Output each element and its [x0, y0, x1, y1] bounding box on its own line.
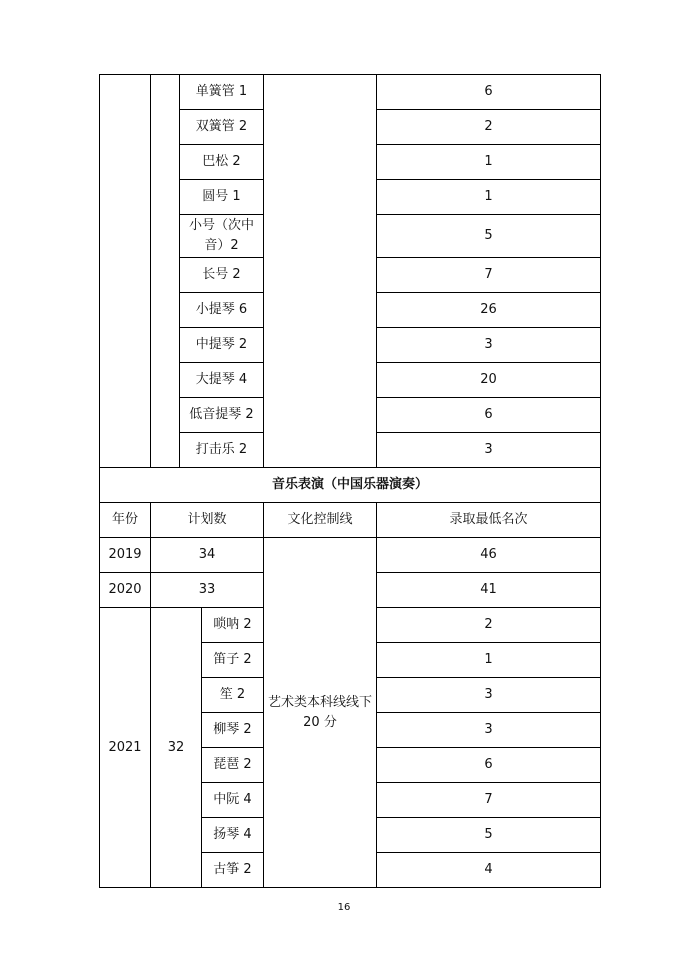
- instrument-cell: 唢呐 2: [202, 608, 264, 643]
- rank-cell: 3: [377, 433, 601, 468]
- plan-cell: 34: [151, 538, 264, 573]
- header-row: [100, 503, 601, 538]
- instrument-cell: 圆号 1: [180, 180, 264, 215]
- header-plan: 计划数: [151, 503, 264, 538]
- section-title: 音乐表演（中国乐器演奏）: [100, 468, 601, 503]
- rank-cell: 3: [377, 713, 601, 748]
- rank-cell: 2: [377, 110, 601, 145]
- instrument-cell: 大提琴 4: [180, 363, 264, 398]
- header-control-line: 文化控制线: [264, 503, 377, 538]
- plan-cell: [151, 75, 180, 468]
- rank-cell: 4: [377, 853, 601, 888]
- year-cell: 2019: [100, 538, 151, 573]
- table-row: [100, 538, 601, 573]
- rank-cell: 6: [377, 748, 601, 783]
- instrument-cell: 琵琶 2: [202, 748, 264, 783]
- rank-cell: 5: [377, 818, 601, 853]
- instrument-cell: 笛子 2: [202, 643, 264, 678]
- rank-cell: 26: [377, 293, 601, 328]
- header-min-rank: 录取最低名次: [377, 503, 601, 538]
- page-number: 16: [337, 902, 351, 913]
- admission-table: [99, 74, 601, 888]
- rank-cell: 2: [377, 608, 601, 643]
- rank-cell: 7: [377, 258, 601, 293]
- rank-cell: 3: [377, 678, 601, 713]
- instrument-cell: 双簧管 2: [180, 110, 264, 145]
- rank-cell: 5: [377, 215, 601, 258]
- section-row: [100, 468, 601, 503]
- control-line-cell: [264, 75, 377, 468]
- instrument-cell: 柳琴 2: [202, 713, 264, 748]
- instrument-cell: 小提琴 6: [180, 293, 264, 328]
- instrument-cell: 笙 2: [202, 678, 264, 713]
- rank-cell: 1: [377, 145, 601, 180]
- instrument-cell: 古筝 2: [202, 853, 264, 888]
- rank-cell: 1: [377, 643, 601, 678]
- rank-cell: 41: [377, 573, 601, 608]
- instrument-cell: 中阮 4: [202, 783, 264, 818]
- year-cell: 2021: [100, 608, 151, 888]
- rank-cell: 7: [377, 783, 601, 818]
- header-year: 年份: [100, 503, 151, 538]
- rank-cell: 1: [377, 180, 601, 215]
- rank-cell: 3: [377, 328, 601, 363]
- plan-cell: 33: [151, 573, 264, 608]
- rank-cell: 46: [377, 538, 601, 573]
- rank-cell: 6: [377, 75, 601, 110]
- instrument-cell: 打击乐 2: [180, 433, 264, 468]
- rank-cell: 20: [377, 363, 601, 398]
- instrument-cell: 中提琴 2: [180, 328, 264, 363]
- instrument-cell: 长号 2: [180, 258, 264, 293]
- control-line-cell: 艺术类本科线线下 20 分: [264, 538, 377, 888]
- instrument-cell: 巴松 2: [180, 145, 264, 180]
- instrument-cell: 扬琴 4: [202, 818, 264, 853]
- year-cell: 2020: [100, 573, 151, 608]
- year-cell: [100, 75, 151, 468]
- instrument-cell: 低音提琴 2: [180, 398, 264, 433]
- instrument-cell: 小号（次中音）2: [180, 215, 264, 258]
- plan-cell: 32: [151, 608, 202, 888]
- instrument-cell: 单簧管 1: [180, 75, 264, 110]
- table-row: [100, 75, 601, 110]
- rank-cell: 6: [377, 398, 601, 433]
